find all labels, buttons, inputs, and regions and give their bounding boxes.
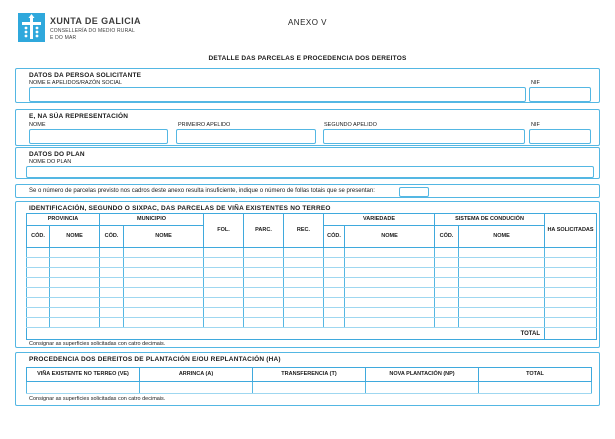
parcel-cell[interactable] bbox=[244, 288, 284, 298]
parcel-cell[interactable] bbox=[100, 258, 124, 268]
parcel-cell[interactable] bbox=[545, 288, 597, 298]
parcel-cell[interactable] bbox=[124, 308, 204, 318]
parcel-cell[interactable] bbox=[459, 278, 545, 288]
parcel-row bbox=[27, 318, 597, 328]
parcel-cell[interactable] bbox=[27, 298, 50, 308]
parcel-cell[interactable] bbox=[545, 258, 597, 268]
total-ha-input-cell[interactable] bbox=[545, 328, 597, 340]
parcel-cell[interactable] bbox=[100, 308, 124, 318]
parcel-row bbox=[27, 288, 597, 298]
parcel-cell[interactable] bbox=[27, 318, 50, 328]
parcel-cell[interactable] bbox=[545, 278, 597, 288]
col-variedade-nome: NOME bbox=[345, 226, 435, 248]
parcel-cell[interactable] bbox=[345, 288, 435, 298]
parcel-cell[interactable] bbox=[50, 278, 100, 288]
parcel-cell[interactable] bbox=[204, 308, 244, 318]
col-vina-existente: VIÑA EXISTENTE NO TERREO (VE) bbox=[27, 368, 140, 382]
col-transferencia: TRANSFERENCIA (T) bbox=[253, 368, 366, 382]
parcel-cell[interactable] bbox=[50, 288, 100, 298]
parcel-cell[interactable] bbox=[244, 308, 284, 318]
parcel-cell[interactable] bbox=[545, 268, 597, 278]
parcel-cell[interactable] bbox=[244, 318, 284, 328]
rep-first-surname-input[interactable] bbox=[176, 129, 316, 144]
procedencia-table bbox=[26, 367, 592, 394]
plan-section-title: DATOS DO PLAN bbox=[29, 151, 85, 158]
parcel-cell[interactable] bbox=[459, 268, 545, 278]
col-proc-total: TOTAL bbox=[479, 368, 592, 382]
parcel-cell[interactable] bbox=[50, 308, 100, 318]
plan-name-input[interactable] bbox=[26, 166, 594, 178]
parcel-cell[interactable] bbox=[459, 308, 545, 318]
parcel-cell[interactable] bbox=[124, 248, 204, 258]
parcel-cell[interactable] bbox=[435, 278, 459, 288]
parcel-cell[interactable] bbox=[545, 308, 597, 318]
procedencia-row bbox=[27, 382, 592, 394]
parcel-cell[interactable] bbox=[50, 248, 100, 258]
parcel-cell[interactable] bbox=[435, 308, 459, 318]
total-label-cell: TOTAL bbox=[27, 328, 545, 340]
procedencia-section bbox=[15, 352, 600, 406]
parcel-cell[interactable] bbox=[345, 298, 435, 308]
parcel-cell[interactable] bbox=[204, 258, 244, 268]
org-department bbox=[50, 28, 135, 41]
parcel-cell[interactable] bbox=[435, 318, 459, 328]
parcel-cell[interactable] bbox=[100, 268, 124, 278]
procedencia-cell[interactable] bbox=[366, 382, 479, 394]
parcel-cell[interactable] bbox=[345, 258, 435, 268]
representative-section bbox=[15, 109, 600, 146]
col-parc: PARC. bbox=[244, 214, 284, 248]
parcel-row bbox=[27, 258, 597, 268]
parcel-cell[interactable] bbox=[244, 268, 284, 278]
col-group-sistema: SISTEMA DE CONDUCIÓN bbox=[435, 214, 545, 226]
parcel-cell[interactable] bbox=[50, 298, 100, 308]
parcel-cell[interactable] bbox=[244, 248, 284, 258]
parcel-cell[interactable] bbox=[324, 288, 345, 298]
parcel-cell[interactable] bbox=[204, 248, 244, 258]
parcel-cell[interactable] bbox=[324, 268, 345, 278]
parcel-cell[interactable] bbox=[124, 268, 204, 278]
parcel-cell[interactable] bbox=[545, 298, 597, 308]
parcel-cell[interactable] bbox=[27, 288, 50, 298]
parcel-cell[interactable] bbox=[124, 288, 204, 298]
parcel-cell[interactable] bbox=[244, 258, 284, 268]
name-razon-label: NOME E APELIDOS/RAZÓN SOCIAL bbox=[29, 80, 122, 86]
parcel-cell[interactable] bbox=[345, 318, 435, 328]
applicant-nif-label: NIF bbox=[531, 80, 540, 86]
dept-line-2: E DO MAR bbox=[50, 34, 77, 41]
parcel-cell[interactable] bbox=[50, 268, 100, 278]
parcel-cell[interactable] bbox=[204, 318, 244, 328]
rep-name-input[interactable] bbox=[29, 129, 168, 144]
annex-label: ANEXO V bbox=[287, 18, 328, 27]
parcel-cell[interactable] bbox=[50, 318, 100, 328]
parcel-cell[interactable] bbox=[100, 278, 124, 288]
parcel-cell[interactable] bbox=[324, 258, 345, 268]
parcel-cell[interactable] bbox=[100, 288, 124, 298]
col-municipio-cod: CÓD. bbox=[100, 226, 124, 248]
parcel-cell[interactable] bbox=[284, 268, 324, 278]
parcel-cell[interactable] bbox=[244, 278, 284, 288]
parcel-row bbox=[27, 298, 597, 308]
parcel-cell[interactable] bbox=[27, 248, 50, 258]
identification-body bbox=[27, 248, 597, 328]
parcel-cell[interactable] bbox=[100, 248, 124, 258]
col-group-provincia: PROVINCIA bbox=[27, 214, 100, 226]
col-sistema-cod: CÓD. bbox=[435, 226, 459, 248]
parcel-cell[interactable] bbox=[204, 268, 244, 278]
parcel-cell[interactable] bbox=[27, 268, 50, 278]
parcel-cell[interactable] bbox=[124, 298, 204, 308]
col-municipio-nome: NOME bbox=[124, 226, 204, 248]
parcel-cell[interactable] bbox=[27, 258, 50, 268]
parcel-cell[interactable] bbox=[324, 308, 345, 318]
applicant-section-title: DATOS DA PERSOA SOLICITANTE bbox=[29, 72, 142, 79]
col-ha-solicitadas: HA SOLICITADAS bbox=[545, 214, 597, 248]
rep-second-surname-label: SEGUNDO APELIDO bbox=[324, 122, 377, 128]
parcel-cell[interactable] bbox=[435, 248, 459, 258]
parcel-cell[interactable] bbox=[459, 298, 545, 308]
representative-section-title: E, NA SÚA REPRESENTACIÓN bbox=[29, 113, 129, 120]
procedencia-cell[interactable] bbox=[140, 382, 253, 394]
sheets-notice-text: Se o número de parcelas previsto nos cadros deste anexo resulta insuficiente, indique o número de follas totais que se presentan: bbox=[29, 188, 375, 194]
parcel-cell[interactable] bbox=[545, 248, 597, 258]
col-provincia-nome: NOME bbox=[50, 226, 100, 248]
sheets-notice-bar bbox=[15, 184, 600, 198]
parcel-cell[interactable] bbox=[324, 318, 345, 328]
procedencia-cell[interactable] bbox=[479, 382, 592, 394]
col-group-variedade: VARIEDADE bbox=[324, 214, 435, 226]
col-nova-plantacion: NOVA PLANTACIÓN (NP) bbox=[366, 368, 479, 382]
parcel-cell[interactable] bbox=[345, 268, 435, 278]
identification-section bbox=[15, 201, 600, 348]
parcel-cell[interactable] bbox=[284, 248, 324, 258]
col-fol: FOL. bbox=[204, 214, 244, 248]
parcel-cell[interactable] bbox=[345, 308, 435, 318]
procedencia-cell[interactable] bbox=[27, 382, 140, 394]
identification-section-title: IDENTIFICACIÓN, SEGUNDO O SIXPAC, DAS PARCELAS DE VIÑA EXISTENTES NO TERREO bbox=[29, 205, 331, 212]
parcel-row bbox=[27, 268, 597, 278]
parcel-row bbox=[27, 248, 597, 258]
col-arrinca: ARRINCA (A) bbox=[140, 368, 253, 382]
rep-nif-input[interactable] bbox=[529, 129, 591, 144]
rep-first-surname-label: PRIMEIRO APELIDO bbox=[178, 122, 231, 128]
col-rec: REC. bbox=[284, 214, 324, 248]
identification-note: Consignar as superficies solicitadas con catro decimais. bbox=[29, 341, 166, 347]
parcel-cell[interactable] bbox=[324, 248, 345, 258]
plan-name-label: NOME DO PLAN bbox=[29, 159, 72, 165]
col-group-municipio: MUNICIPIO bbox=[100, 214, 204, 226]
parcel-cell[interactable] bbox=[435, 298, 459, 308]
parcel-cell[interactable] bbox=[284, 318, 324, 328]
parcel-cell[interactable] bbox=[435, 258, 459, 268]
applicant-nif-input[interactable] bbox=[529, 87, 591, 102]
name-razon-input[interactable] bbox=[29, 87, 526, 102]
parcel-cell[interactable] bbox=[324, 298, 345, 308]
parcel-cell[interactable] bbox=[435, 288, 459, 298]
rep-name-label: NOME bbox=[29, 122, 46, 128]
parcel-cell[interactable] bbox=[204, 288, 244, 298]
parcel-cell[interactable] bbox=[124, 318, 204, 328]
dept-line-1: CONSELLERÍA DO MEDIO RURAL bbox=[50, 28, 135, 34]
parcel-cell[interactable] bbox=[345, 248, 435, 258]
parcel-cell[interactable] bbox=[27, 308, 50, 318]
parcel-cell[interactable] bbox=[284, 298, 324, 308]
parcel-cell[interactable] bbox=[27, 278, 50, 288]
parcel-cell[interactable] bbox=[50, 258, 100, 268]
parcel-cell[interactable] bbox=[345, 278, 435, 288]
parcel-cell[interactable] bbox=[284, 278, 324, 288]
parcel-cell[interactable] bbox=[284, 308, 324, 318]
col-sistema-nome: NOME bbox=[459, 226, 545, 248]
applicant-section bbox=[15, 68, 600, 103]
parcel-cell[interactable] bbox=[244, 298, 284, 308]
procedencia-note: Consignar as superficies solicitadas con catro decimais. bbox=[29, 396, 166, 402]
parcel-cell[interactable] bbox=[124, 258, 204, 268]
parcel-cell[interactable] bbox=[545, 318, 597, 328]
parcel-cell[interactable] bbox=[204, 298, 244, 308]
procedencia-cell[interactable] bbox=[253, 382, 366, 394]
rep-second-surname-input[interactable] bbox=[323, 129, 525, 144]
parcel-cell[interactable] bbox=[124, 278, 204, 288]
parcel-cell[interactable] bbox=[284, 258, 324, 268]
procedencia-section-title: PROCEDENCIA DOS DEREITOS DE PLANTACIÓN E/OU REPLANTACIÓN (HA) bbox=[29, 356, 281, 363]
parcel-cell[interactable] bbox=[459, 258, 545, 268]
rep-nif-label: NIF bbox=[531, 122, 540, 128]
parcel-cell[interactable] bbox=[204, 278, 244, 288]
plan-section bbox=[15, 147, 600, 179]
identification-table bbox=[26, 213, 597, 340]
parcel-cell[interactable] bbox=[284, 288, 324, 298]
parcel-row bbox=[27, 308, 597, 318]
parcel-cell[interactable] bbox=[459, 248, 545, 258]
sheets-count-input[interactable] bbox=[399, 187, 429, 197]
parcel-cell[interactable] bbox=[435, 268, 459, 278]
parcel-cell[interactable] bbox=[100, 298, 124, 308]
col-provincia-cod: CÓD. bbox=[27, 226, 50, 248]
parcel-cell[interactable] bbox=[459, 288, 545, 298]
parcel-row bbox=[27, 278, 597, 288]
parcel-cell[interactable] bbox=[324, 278, 345, 288]
document-title: DETALLE DAS PARCELAS E PROCEDENCIA DOS DEREITOS bbox=[208, 55, 407, 62]
org-name: XUNTA DE GALICIA bbox=[50, 16, 141, 26]
col-variedade-cod: CÓD. bbox=[324, 226, 345, 248]
parcel-cell[interactable] bbox=[459, 318, 545, 328]
parcel-cell[interactable] bbox=[100, 318, 124, 328]
